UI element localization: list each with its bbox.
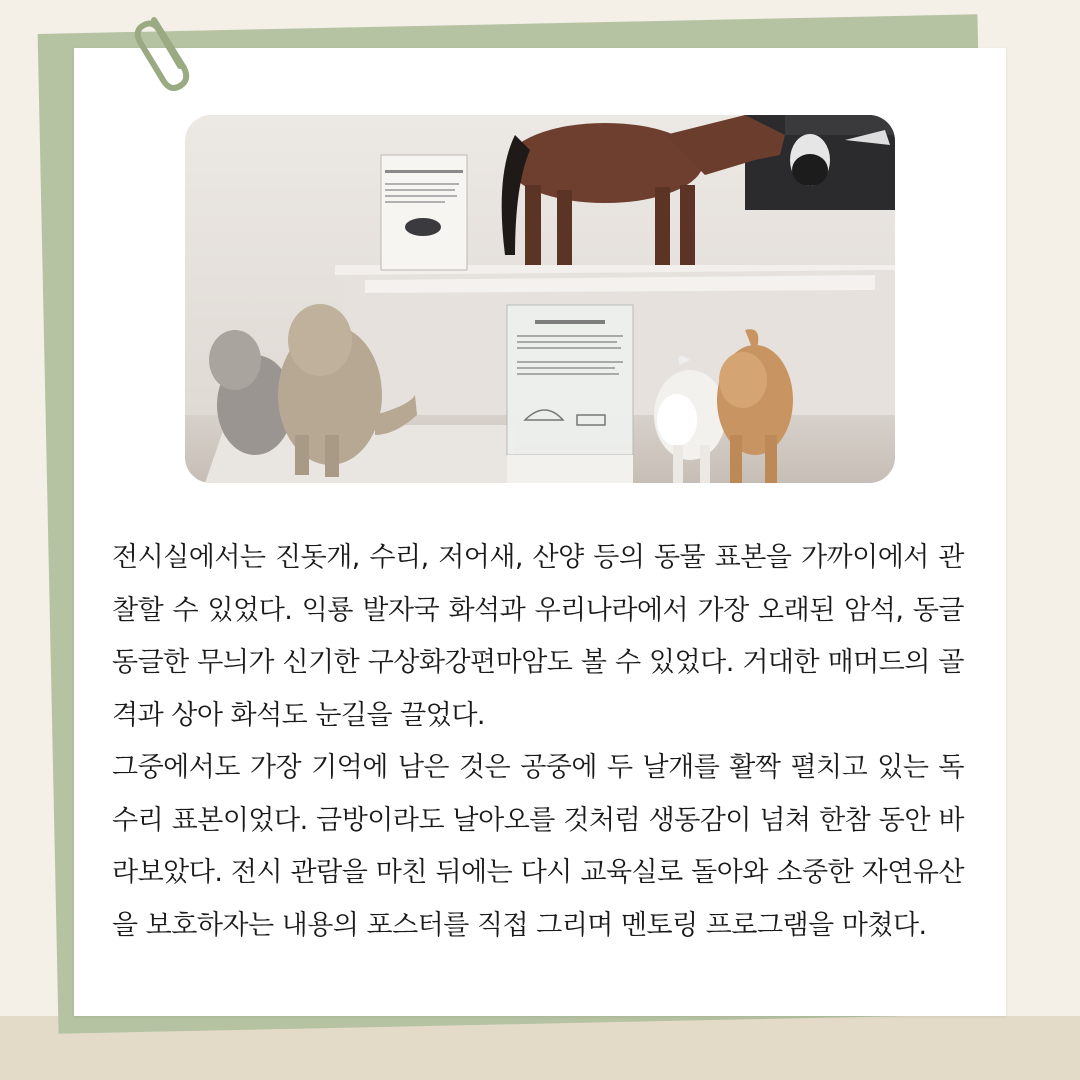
body-paragraph-2: 그중에서도 가장 기억에 남은 것은 공중에 두 날개를 활짝 펼치고 있는 독수리 표본이었다. 금방이라도 날아오를 것처럼 생동감이 넘쳐 한참 동안 바라보았다. 전시 관람을 마친 뒤에는 다시 교육실로 돌아와 소중한 자연유산을 보호하자는 내용의 포스터를 직접 그리며 멘토링 프로그램을 마쳤다.: [112, 752, 964, 941]
body-text: [112, 532, 964, 952]
placard-center: [507, 305, 633, 483]
placard-left: [381, 155, 467, 270]
body-paragraph-1: 전시실에서는 진돗개, 수리, 저어새, 산양 등의 동물 표본을 가까이에서 관찰할 수 있었다. 익룡 발자국 화석과 우리나라에서 가장 오래된 암석, 동글동글한 무늬가 신기한 구상화강편마암도 볼 수 있었다. 거대한 매머드의 골격과 상아 화석도 눈길을 끌었다.: [112, 542, 964, 731]
museum-exhibit-photo: [185, 115, 895, 483]
paperclip-icon: [132, 10, 202, 100]
